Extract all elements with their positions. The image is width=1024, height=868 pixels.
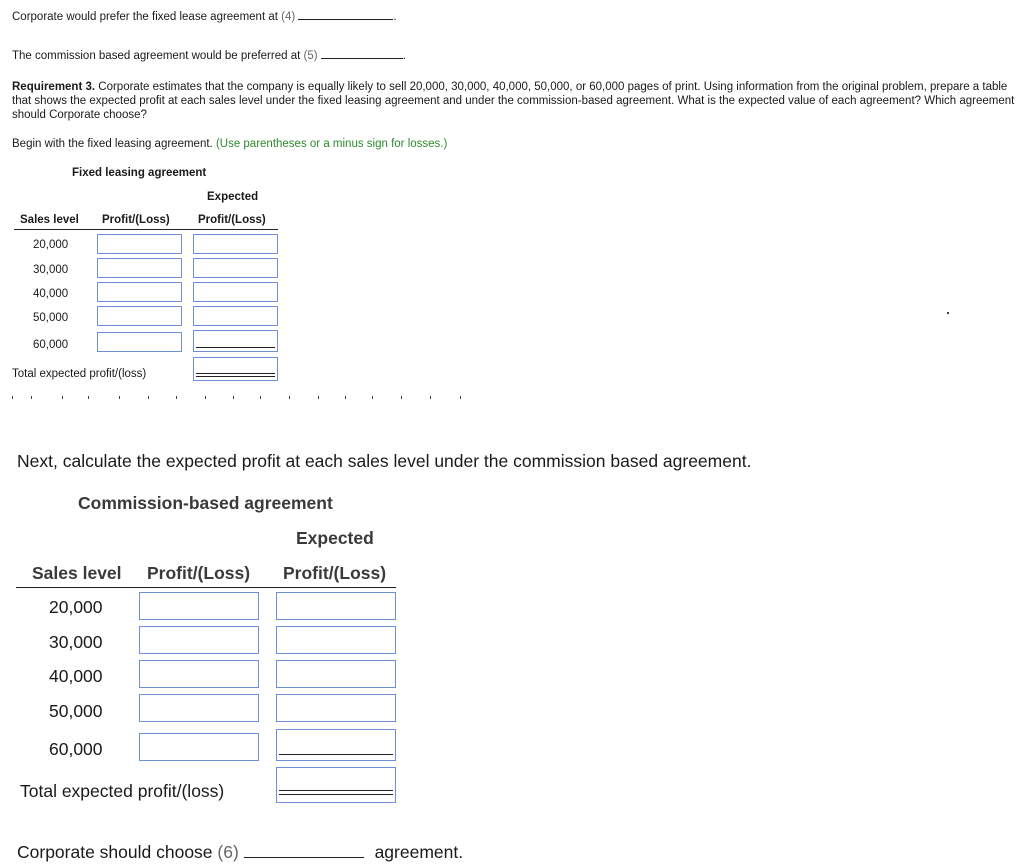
fixed-expected-header: Expected xyxy=(207,191,259,203)
fixed-header-rule xyxy=(14,229,278,230)
commission-col-expected-profit: Profit/(Loss) xyxy=(283,563,387,583)
commission-total-expected-input[interactable] xyxy=(276,767,396,803)
fixed-expected-input-40000[interactable] xyxy=(193,282,278,302)
fixed-col-sales-level: Sales level xyxy=(20,214,79,226)
fixed-total-label: Total expected profit/(loss) xyxy=(12,368,147,380)
fixed-total-expected-input[interactable] xyxy=(193,357,278,381)
fixed-expected-input-50000[interactable] xyxy=(193,306,278,326)
fixed-profit-input-40000[interactable] xyxy=(97,282,182,302)
question-5-number: (5) xyxy=(303,50,318,62)
commission-expected-input-60000[interactable] xyxy=(276,729,396,761)
question-4-text: Corporate would prefer the fixed lease agreement at xyxy=(12,11,278,23)
double-underline-top xyxy=(279,790,393,791)
question-4: Corporate would prefer the fixed lease agreement at (4) . xyxy=(12,11,397,23)
fixed-profit-input-60000[interactable] xyxy=(97,332,182,352)
double-underline-top xyxy=(196,373,275,374)
commission-col-sales-level: Sales level xyxy=(32,563,122,583)
instruction-line xyxy=(12,137,447,151)
fixed-row-label: 30,000 xyxy=(33,264,69,276)
commission-profit-input-60000[interactable] xyxy=(139,733,259,761)
commission-row-label: 60,000 xyxy=(49,739,103,759)
instruction-hint: (Use parentheses or a minus sign for losses.) xyxy=(215,138,448,150)
commission-profit-input-50000[interactable] xyxy=(139,694,259,722)
commission-expected-header: Expected xyxy=(296,528,374,548)
instruction-text: Begin with the fixed leasing agreement. xyxy=(12,138,213,150)
fixed-profit-input-50000[interactable] xyxy=(97,306,182,326)
commission-row-label: 40,000 xyxy=(49,666,103,686)
commission-header-rule xyxy=(16,587,396,588)
question-5: The commission based agreement would be preferred at (5) . xyxy=(12,50,406,62)
answer-4-dropdown[interactable] xyxy=(298,19,393,20)
answer-5-dropdown[interactable] xyxy=(321,58,403,59)
single-underline xyxy=(196,347,275,348)
fixed-expected-input-30000[interactable] xyxy=(193,258,278,278)
fixed-col-profit: Profit/(Loss) xyxy=(102,214,170,226)
question-6-number: (6) xyxy=(217,842,239,862)
question-6 xyxy=(17,841,463,863)
fixed-profit-input-20000[interactable] xyxy=(97,234,182,254)
commission-expected-input-20000[interactable] xyxy=(276,592,396,620)
commission-row-label: 30,000 xyxy=(49,632,103,652)
answer-6-dropdown[interactable] xyxy=(244,857,364,858)
next-instruction: Next, calculate the expected profit at each sales level under the commission based agreement. xyxy=(17,451,752,471)
commission-row-label: 20,000 xyxy=(49,597,103,617)
question-6-text: Corporate should choose xyxy=(17,842,213,862)
fixed-profit-input-30000[interactable] xyxy=(97,258,182,278)
commission-profit-input-20000[interactable] xyxy=(139,592,259,620)
commission-profit-input-40000[interactable] xyxy=(139,660,259,688)
question-6-suffix: agreement. xyxy=(374,842,464,862)
double-underline-bottom xyxy=(196,376,275,377)
requirement-text: Corporate estimates that the company is equally likely to sell 20,000, 30,000, 40,000, 50,000, or 60,000 pages of print. Using information from the original problem, prepare a table that shows the expected profit at each sales level under the fixed leasing agreement and under the commission-based agreement. What is the expected value of each agreement? Which agreement should Corporate choose? xyxy=(12,81,1015,121)
commission-row-label: 50,000 xyxy=(49,701,103,721)
stray-dot xyxy=(947,312,949,314)
commission-profit-input-30000[interactable] xyxy=(139,626,259,654)
fixed-expected-input-60000[interactable] xyxy=(193,330,278,352)
commission-table-title: Commission-based agreement xyxy=(78,493,333,513)
fixed-col-expected-profit: Profit/(Loss) xyxy=(198,214,266,226)
commission-total-label: Total expected profit/(loss) xyxy=(20,781,225,801)
fixed-table-title: Fixed leasing agreement xyxy=(72,167,207,179)
commission-expected-input-50000[interactable] xyxy=(276,694,396,722)
question-5-text: The commission based agreement would be preferred at xyxy=(12,50,301,62)
question-4-number: (4) xyxy=(281,11,296,23)
single-underline xyxy=(279,754,393,755)
fixed-row-label: 50,000 xyxy=(33,312,69,324)
requirement-label: Requirement 3. xyxy=(12,81,96,93)
requirement-paragraph xyxy=(12,80,1017,122)
fixed-row-label: 60,000 xyxy=(33,339,69,351)
fixed-expected-input-20000[interactable] xyxy=(193,234,278,254)
commission-expected-input-40000[interactable] xyxy=(276,660,396,688)
commission-expected-input-30000[interactable] xyxy=(276,626,396,654)
fixed-row-label: 40,000 xyxy=(33,288,69,300)
commission-col-profit: Profit/(Loss) xyxy=(147,563,251,583)
double-underline-bottom xyxy=(279,794,393,795)
fixed-row-label: 20,000 xyxy=(33,239,69,251)
